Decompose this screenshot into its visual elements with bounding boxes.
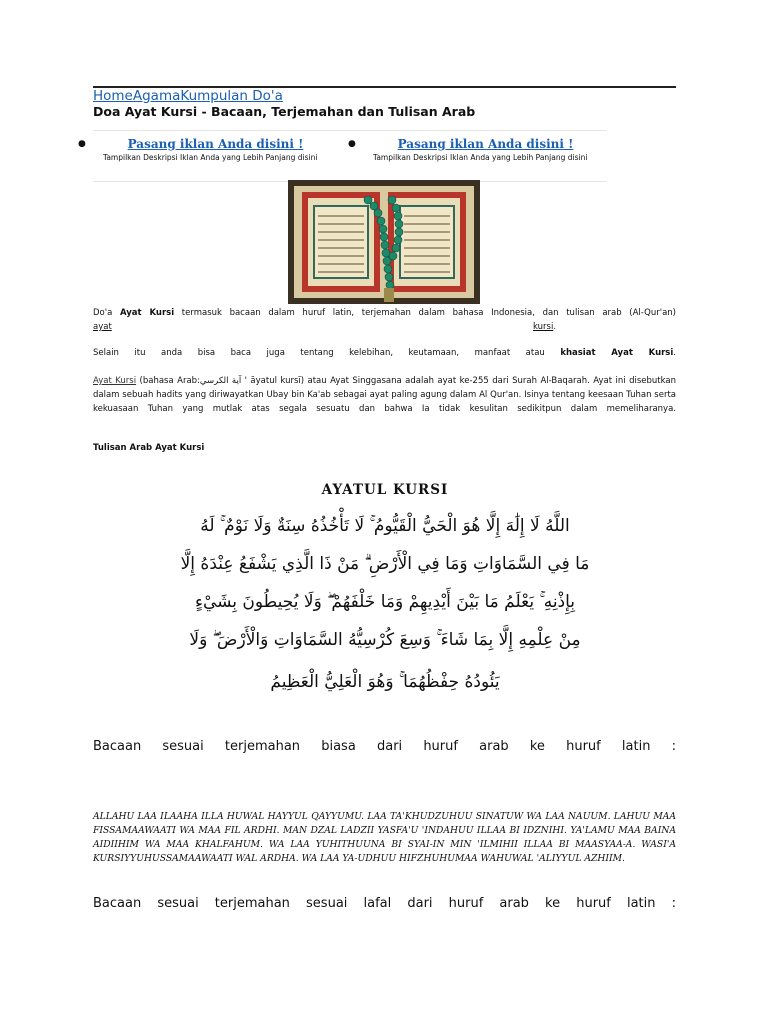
ayat-link[interactable]: ayat [93,322,112,332]
ad-link-1[interactable]: Pasang iklan Anda disini ! [127,137,304,151]
breadcrumb-kumpulan-doa-link[interactable]: Kumpulan Do'a [180,88,283,104]
bullet-icon: ● [78,139,86,149]
intro-text-a: Do'a [93,308,120,318]
ad-item-1 [78,131,338,163]
intro-text-c: termasuk bacaan dalam huruf latin, terjemahan dalam bahasa Indonesia, dan tulisan arab (Al-Qur'an) [174,308,676,318]
see-also-text: Selain itu anda bisa baca juga tentang kelebihan, keutamaan, manfaat atau [93,348,561,358]
arabic-line-5: يَئُودُهُ حِفْظُهُمَا ۚ وَهُوَ الْعَلِيُّ الْعَظِيمُ [270,672,500,692]
see-also-period: . [673,348,676,358]
reading-heading-1: Bacaan sesuai terjemahan biasa dari huruf arab ke huruf latin : [93,739,676,754]
intro-period: . [553,322,557,332]
bullet-icon: ● [348,139,356,149]
ad-link-2[interactable]: Pasang iklan Anda disini ! [397,137,574,151]
see-also-paragraph [93,346,676,360]
breadcrumb-home-link[interactable]: Home [93,88,133,104]
intro-bold-ayat-kursi: Ayat Kursi [119,308,175,318]
quran-illustration [288,180,480,304]
ad-item-2 [348,131,608,163]
breadcrumb-agama-link[interactable]: Agama [132,88,181,104]
section-heading-arabic: Tulisan Arab Ayat Kursi [93,443,205,453]
breadcrumb [93,88,283,104]
ayatul-kursi-image [170,476,600,706]
ad-description-1: Tampilkan Deskripsi Iklan Anda yang Lebih Panjang disini [103,153,318,162]
reading-heading-2: Bacaan sesuai terjemahan sesuai lafal dari huruf arab ke huruf latin : [93,896,676,911]
khasiat-link[interactable]: khasiat Ayat Kursi [560,348,674,358]
ayatul-kursi-heading: AYATUL KURSI [321,482,449,498]
quran-photo [288,180,480,304]
latin-transliteration: ALLAHU LAA ILAAHA ILLA HUWAL HAYYUL QAYYUMU. LAA TA'KHUDZUHUU SINATUW WA LAA NAUUM. LAHUU MAA FISSAMAAWAATI WA MAA FIL ARDHI. MAN DZAL LADZII YASFA'U 'INDAHUU ILLAA BI IDZNIHI. YA'LAMU MAA BAINA AIDIIHIM WA MAA KHALFAHUM. WA LAA YUHITHUUNA BI SYAI-IN MIN 'ILMIHII ILLAA BI MAASYAA-A. WASI'A KURSIYYUHUSSAMAAWAATI WAL ARDHA. WA LAA YA-UDHUU HIFZHUHUMAA WAHUWAL 'ALIYYUL AZHIIM. [93,811,676,864]
arabic-line-3: بِإِذْنِهِ ۚ يَعْلَمُ مَا بَيْنَ أَيْدِيهِمْ وَمَا خَلْفَهُمْ ۖ وَلَا يُحِيطُونَ بِشَيْءٍ [194,592,576,612]
ad-description-2: Tampilkan Deskripsi Iklan Anda yang Lebih Panjang disini [373,153,588,162]
ayat-kursi-link[interactable]: Ayat Kursi [93,376,137,386]
kursi-link[interactable]: kursi [533,322,554,332]
description-text: (bahasa Arab:آية الكرسي ' āyatul kursī) atau Ayat Singgasana adalah ayat ke-255 dari Surah Al-Baqarah. Ayat ini disebutkan dalam sebuah hadits yang diriwayatkan Ubay bin Ka'ab sebagai ayat paling agung dalam Al Qur'an. Isinya tentang keesaan Tuhan serta kekuasaan Tuhan yang mutlak atas segala sesuatu dan bahwa Ia tidak kesulitan sedikitpun dalam memeliharanya. [93,376,676,414]
ad-block [78,130,607,182]
intro-paragraph [93,306,676,334]
page-title: Doa Ayat Kursi - Bacaan, Terjemahan dan Tulisan Arab [93,104,476,119]
arabic-line-1: اللَّهُ لَا إِلَٰهَ إِلَّا هُوَ الْحَيُّ الْقَيُّومُ ۚ لَا تَأْخُذُهُ سِنَةٌ وَلَا نَوْمٌ ۚ لَهُ [200,516,570,536]
arabic-line-4: مِنْ عِلْمِهِ إِلَّا بِمَا شَاءَ ۚ وَسِعَ كُرْسِيُّهُ السَّمَاوَاتِ وَالْأَرْضَ ۖ وَلَا [189,630,581,650]
arabic-line-2: مَا فِي السَّمَاوَاتِ وَمَا فِي الْأَرْضِ ۗ مَنْ ذَا الَّذِي يَشْفَعُ عِنْدَهُ إِلَّا [180,554,590,574]
description-paragraph [93,374,676,416]
